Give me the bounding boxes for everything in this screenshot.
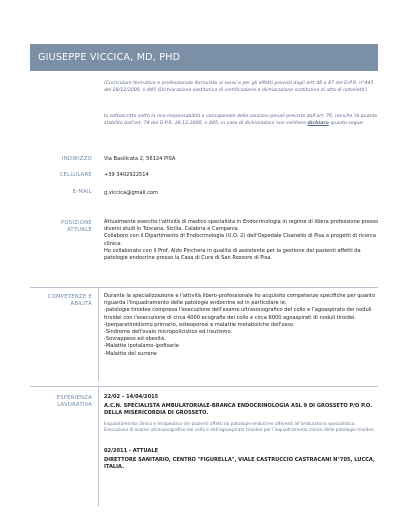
- job1-dates: 22/02 – 14/04/2015: [104, 394, 159, 400]
- posizione-line: Ho collaborato con il Prof. Aldo Pinchera in qualità di assistente per la gestione dei pazienti affetti da patologie endocrine presso la Casa di Cura di San Rossore di Pisa.: [104, 247, 361, 262]
- label-posizione-line1: POSIZIONE: [60, 220, 92, 226]
- section-divider: [30, 287, 378, 288]
- section-vertical-divider: [98, 386, 99, 506]
- cv-name: GIUSEPPE VICCICA, MD, PHD: [38, 52, 181, 63]
- intro-paragraph-declaration: [104, 113, 380, 127]
- value-indirizzo: Via Basilicata 2, 56124 PISA: [104, 156, 176, 162]
- section-vertical-divider: [98, 287, 99, 381]
- job1-title: A.C.N. SPECIALISTA AMBULATORIALE-BRANCA ENDOCRINOLOGIA ASL 9 DI GROSSETO P/O P.O. DELLA MISERICORDIA DI GROSSETO.: [104, 403, 373, 417]
- posizione-line: Attualmente esercito l'attività di medico specialista in Endocrinologia in regime di libera professione presso diversi studi in Toscana, Sicilia, Calabria e Campania: [104, 219, 379, 233]
- intro-declaration-end: quanto segue:: [328, 121, 365, 126]
- intro-paragraph-legal: (Curriculum formativo e professionale formulato ai sensi e per gli effetti previsti dagli artt 46 e 47 del D.P.R. n°445 del 28/12/2000, n.445 (Dichiarazione sostitutiva di certificazione e dichiarazione sostitutiva di atto di notorietà').: [104, 81, 374, 93]
- competenze-line: -Iperparatiroidismo primario, osteoporosi e malattie metaboliche dell'osso.: [104, 321, 295, 328]
- posizione-content: [104, 219, 380, 262]
- label-cellulare: CELLULARE: [59, 172, 92, 178]
- label-competenze-line2: ABILITÀ: [70, 301, 92, 307]
- label-esperienza-line1: ESPERIENZA: [56, 395, 92, 401]
- competenze-line: Durante la specializzazione e l'attività libero-professionale ho acquisito competenze specifiche per quanto riguarda l'inquadramento delle patologie endocrine ed in particolare le:: [104, 293, 376, 307]
- competenze-line: -patologie tiroidee compresa l'esecuzione dell'esame ultrasonografico del collo e l'agoaspirato dei noduli tiroidei con l'esecuzione di circa 4000 ecografie del collo e circa 6000 agoaspirati di noduli tiroidei.: [104, 307, 372, 321]
- label-email: E-MAIL: [72, 189, 92, 195]
- intro-dichiaro: dichiaro: [307, 121, 329, 126]
- label-esperienza-line2: LAVORATIVA: [57, 402, 92, 408]
- label-indirizzo: INDIRIZZO: [62, 156, 92, 162]
- competenze-line: -Sindrome dell'ovaio micropolicistico ed irsutismo.: [104, 329, 233, 336]
- label-esperienza: [30, 395, 92, 409]
- competenze-line: -Malattie del surrene: [104, 350, 157, 357]
- section-divider: [30, 386, 378, 387]
- cv-name-header: [30, 44, 378, 71]
- label-posizione: [30, 220, 92, 234]
- label-competenze: [30, 294, 92, 308]
- job2-title: DIRETTORE SANITARIO, CENTRO "FIGURELLA", VIALE CASTRUCCIO CASTRACANI N°705, LUCCA, ITALIA.: [104, 456, 375, 471]
- job2-dates: 02/2011 - ATTUALE: [104, 447, 159, 454]
- competenze-line: -Malattie ipotalamo-ipofisarie: [104, 343, 179, 350]
- posizione-line: Collaboro con il Dipartimento di Endocrinologia (U.O. 2) dell'Ospedale Cisanello di Pisa a progetti di ricerca clinica.: [104, 233, 376, 247]
- competenze-content: [104, 293, 380, 358]
- label-competenze-line1: COMPETENZE E: [47, 294, 92, 300]
- job1-description: Inquadramento clinico e terapeutico dei pazienti affetti da patologie endocrine afferenti all'ambulatorio specialistico. Esecuzione di esame ultrasonografico del collo e dell'agoaspirato tiroideo per l'inquadramento clinico delle patologie tiroidee.: [104, 421, 375, 433]
- value-cellulare: +39 3402922514: [104, 172, 149, 178]
- value-email[interactable]: g.viccica@gmail.com: [104, 190, 158, 196]
- intro-declaration-text: Io sottoscritto sotto la mia responsabilità e consapevole delle sanzioni penali previste dall'art. 76, nonche 'di quanto stabilito dall'art. 74 del D.P.R. 28.12.2000, n.445, in caso di dichiarazioni non veritiere: [104, 114, 378, 126]
- competenze-line: -Sovrappeso ed obesità.: [104, 336, 166, 343]
- label-posizione-line2: ATTUALE: [66, 227, 92, 233]
- esperienza-content: [104, 394, 380, 471]
